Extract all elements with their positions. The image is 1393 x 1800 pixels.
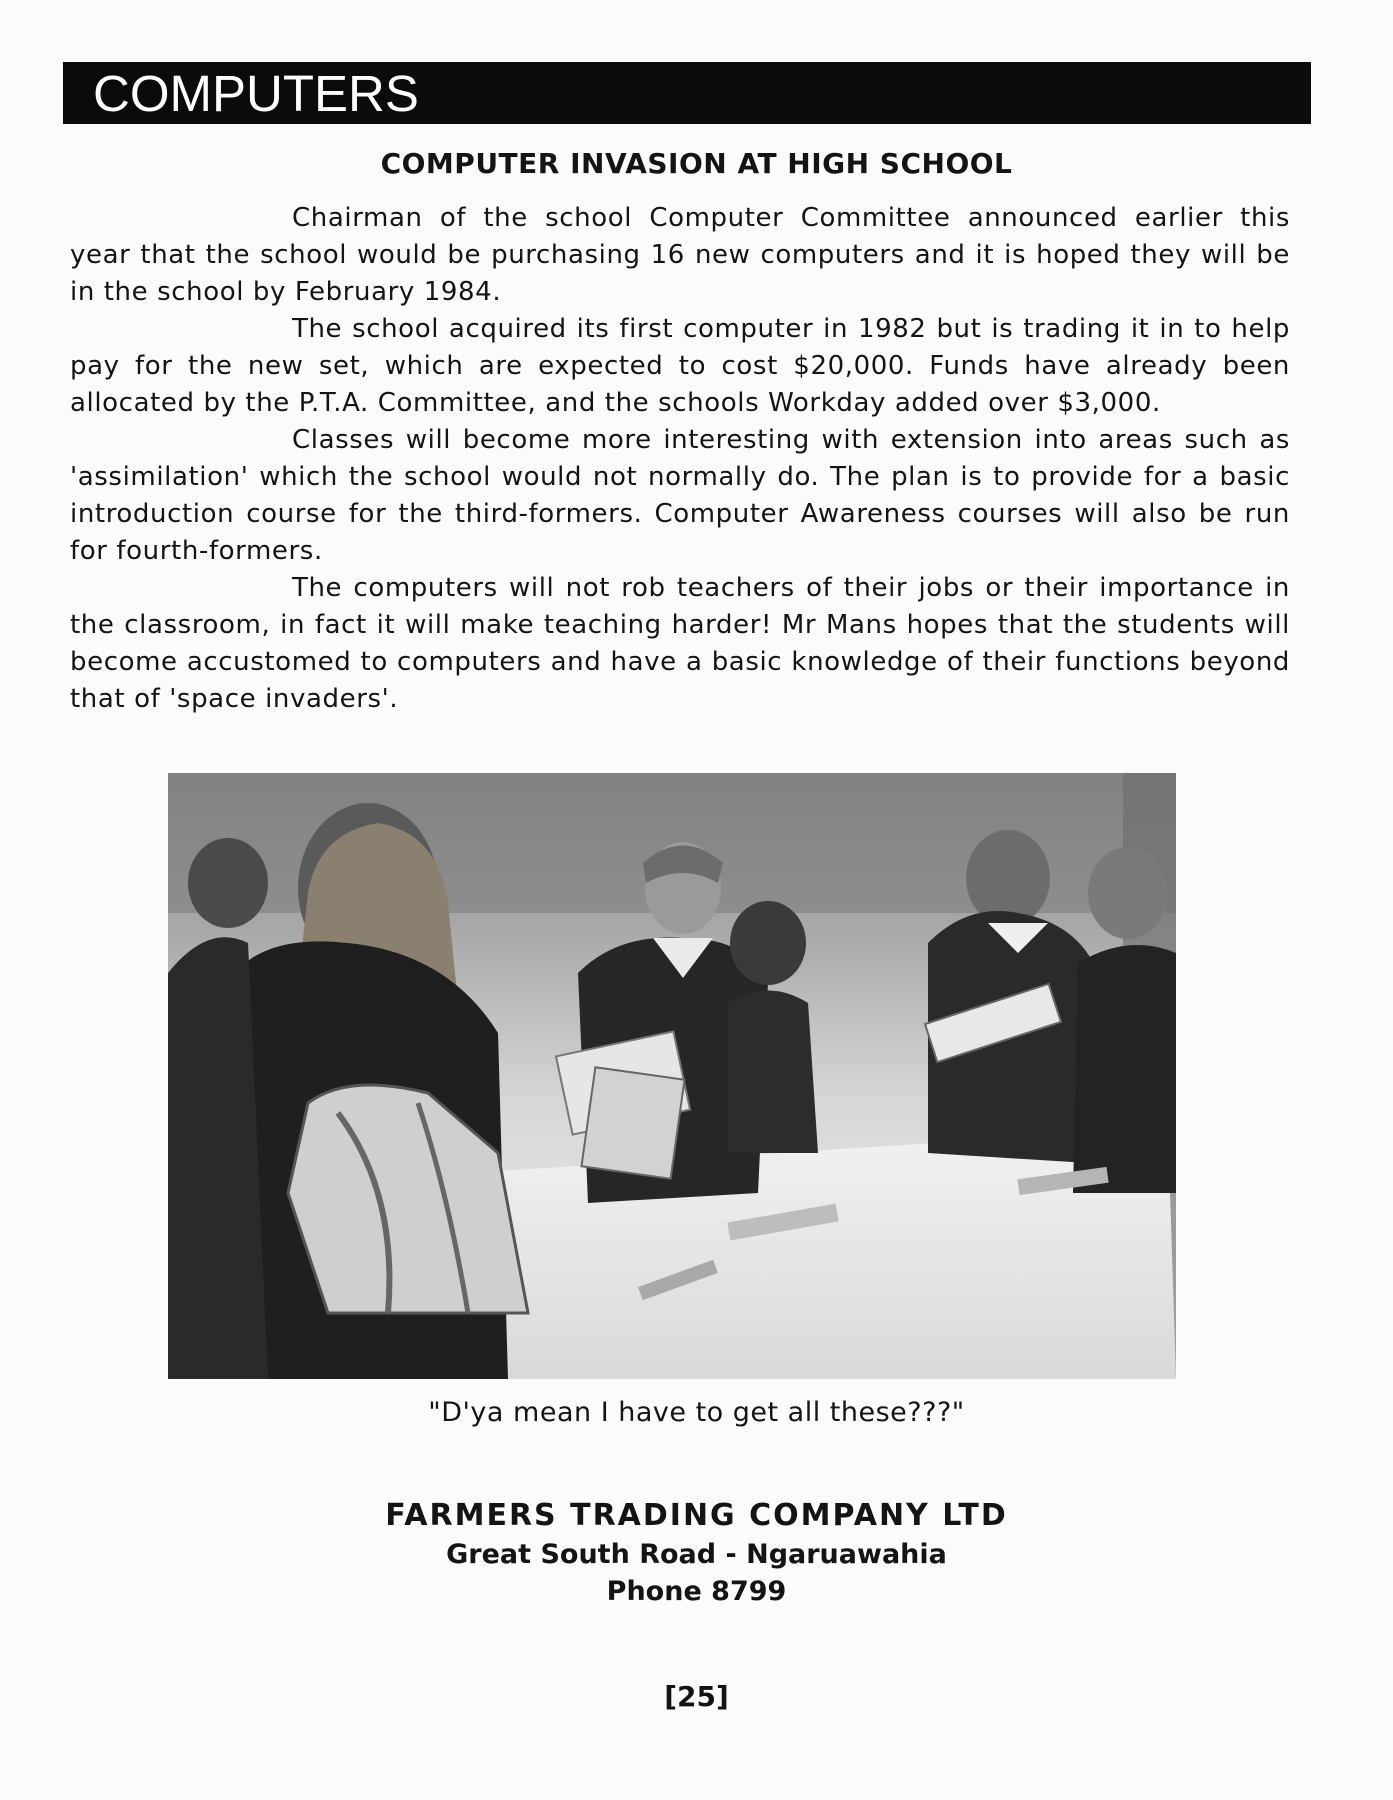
advertisement xyxy=(0,1496,1393,1610)
article-body xyxy=(70,200,1290,718)
classroom-photo-illustration xyxy=(168,773,1176,1379)
section-title: COMPUTERS xyxy=(93,65,419,122)
article-headline: COMPUTER INVASION AT HIGH SCHOOL xyxy=(380,147,1013,180)
classroom-photo xyxy=(168,773,1176,1379)
article-paragraph: Classes will become more interesting with extension into areas such as 'assimilation' which the school would not normally do. The plan is to provide for a basic introduction course for the third-formers. Computer Awareness courses will also be run for fourth-formers. xyxy=(70,425,1290,566)
advert-company: FARMERS TRADING COMPANY LTD xyxy=(385,1498,1008,1533)
page-number: [25] xyxy=(664,1680,729,1713)
advert-phone: Phone 8799 xyxy=(606,1576,787,1607)
advert-address: Great South Road - Ngaruawahia xyxy=(446,1539,947,1570)
article-paragraph: The computers will not rob teachers of their jobs or their importance in the classroom, in fact it will make teaching harder! Mr Mans hopes that the students will become accustomed to computers and have a basic knowledge of their functions beyond that of 'space invaders'. xyxy=(70,573,1290,714)
article-paragraph: Chairman of the school Computer Committee announced earlier this year that the school would be purchasing 16 new computers and it is hoped they will be in the school by February 1984. xyxy=(70,203,1290,307)
article-paragraph: The school acquired its first computer in 1982 but is trading it in to help pay for the new set, which are expected to cost $20,000. Funds have already been allocated by the P.T.A. Committee, and the schools Workday added over $3,000. xyxy=(70,314,1290,418)
section-banner xyxy=(63,62,1311,124)
photo-caption: "D'ya mean I have to get all these???" xyxy=(428,1397,965,1428)
